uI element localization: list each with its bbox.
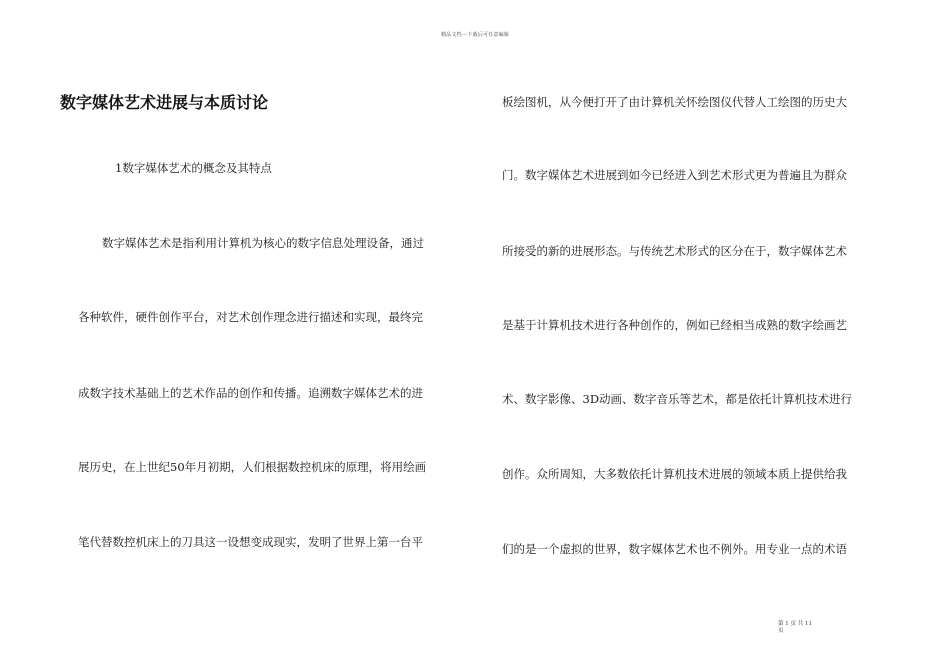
- paragraph-line: 门。数字媒体艺术进展到如今已经进入到艺术形式更为普遍且为群众: [502, 168, 847, 182]
- page-number-line: 页: [778, 628, 784, 634]
- paragraph-line: 所接受的新的进展形态。与传统艺术形式的区分在于，数字媒体艺术: [502, 244, 847, 258]
- section-heading: 1数字媒体艺术的概念及其特点: [115, 161, 272, 175]
- page-number-line: 第 1 页 共 11: [778, 621, 812, 627]
- paragraph-line: 是基于计算机技术进行各种创作的，例如已经相当成熟的数字绘画艺: [502, 318, 847, 332]
- paragraph-line: 成数字技术基础上的艺术作品的创作和传播。追溯数字媒体艺术的进: [78, 386, 423, 400]
- page-number: [778, 621, 812, 635]
- paragraph-line: 展历史，在上世纪50年月初期，人们根据数控机床的原理，将用绘画: [78, 460, 427, 474]
- paragraph-line: 各种软件，硬件创作平台，对艺术创作理念进行描述和实现，最终完: [78, 310, 423, 324]
- paragraph-line: 术、数字影像、3D动画、数字音乐等艺术，都是依托计算机技术进行: [502, 392, 853, 406]
- header-note: 精品文档---下载后可任意编辑: [440, 32, 510, 38]
- paragraph-line: 笔代替数控机床上的刀具这一设想变成现实，发明了世界上第一台平: [78, 535, 423, 549]
- paragraph-line: 板绘图机，从今便打开了由计算机关怀绘图仪代替人工绘图的历史大: [502, 95, 847, 109]
- document-title: 数字媒体艺术进展与本质讨论: [60, 93, 269, 112]
- paragraph-line: 创作。众所周知，大多数依托计算机技术进展的领域本质上提供给我: [502, 467, 847, 481]
- paragraph-line: 数字媒体艺术是指利用计算机为核心的数字信息处理设备，通过: [102, 236, 424, 250]
- paragraph-line: 们的是一个虚拟的世界，数字媒体艺术也不例外。用专业一点的术语: [502, 542, 847, 556]
